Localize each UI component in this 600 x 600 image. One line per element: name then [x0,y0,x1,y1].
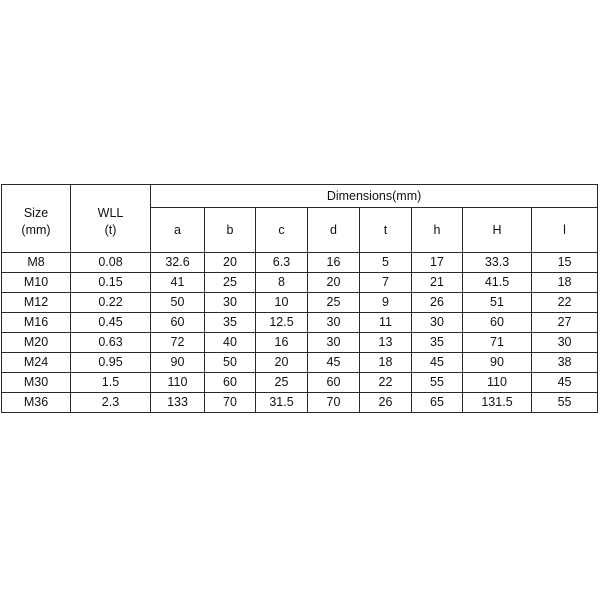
dimension-cell: 72 [151,333,205,353]
dimension-cell: 21 [412,273,463,293]
size-cell: M20 [2,333,71,353]
wll-header [71,185,151,253]
dimension-cell: 38 [532,353,598,373]
dimension-cell: 90 [463,353,532,373]
wll-cell: 0.63 [71,333,151,353]
dimension-cell: 12.5 [256,313,308,333]
wll-header-label: WLL [97,206,124,220]
dimension-cell: 55 [412,373,463,393]
dim-column-header: c [256,208,308,253]
wll-cell: 0.08 [71,253,151,273]
dimension-cell: 25 [256,373,308,393]
size-cell: M24 [2,353,71,373]
wll-cell: 0.95 [71,353,151,373]
table-row [2,273,598,293]
dimension-cell: 45 [308,353,360,373]
dimension-cell: 30 [308,313,360,333]
dimension-cell: 110 [151,373,205,393]
size-cell: M12 [2,293,71,313]
size-cell: M36 [2,393,71,413]
dimension-cell: 51 [463,293,532,313]
dimension-cell: 18 [360,353,412,373]
dim-column-header: t [360,208,412,253]
dimension-cell: 71 [463,333,532,353]
dimension-cell: 9 [360,293,412,313]
dimension-cell: 22 [532,293,598,313]
size-header-unit: (mm) [21,222,51,237]
wll-cell: 2.3 [71,393,151,413]
dimensions-spec-table [1,184,598,413]
dimension-cell: 17 [412,253,463,273]
dimensions-header: Dimensions(mm) [151,185,598,208]
dimension-cell: 10 [256,293,308,313]
dimension-cell: 20 [256,353,308,373]
size-header [2,185,71,253]
dimension-cell: 27 [532,313,598,333]
dimension-cell: 33.3 [463,253,532,273]
size-header-label: Size [23,206,49,220]
dimension-cell: 16 [308,253,360,273]
dimension-cell: 20 [308,273,360,293]
dimension-cell: 30 [308,333,360,353]
table-header [2,185,598,253]
dimension-cell: 131.5 [463,393,532,413]
dimension-cell: 22 [360,373,412,393]
dimension-cell: 20 [205,253,256,273]
dim-column-header: h [412,208,463,253]
size-cell: M10 [2,273,71,293]
table-row [2,393,598,413]
dimension-cell: 55 [532,393,598,413]
dimension-cell: 6.3 [256,253,308,273]
size-cell: M16 [2,313,71,333]
dimension-cell: 7 [360,273,412,293]
dimension-cell: 110 [463,373,532,393]
size-cell: M8 [2,253,71,273]
dimension-cell: 60 [308,373,360,393]
dimension-cell: 65 [412,393,463,413]
dimension-cell: 41 [151,273,205,293]
size-cell: M30 [2,373,71,393]
table-row [2,293,598,313]
table-row [2,253,598,273]
dimension-cell: 16 [256,333,308,353]
table-row [2,333,598,353]
dimension-cell: 90 [151,353,205,373]
dimension-cell: 25 [205,273,256,293]
wll-cell: 1.5 [71,373,151,393]
dimension-cell: 45 [412,353,463,373]
dim-column-header: a [151,208,205,253]
dimension-cell: 30 [412,313,463,333]
wll-cell: 0.22 [71,293,151,313]
table-row [2,313,598,333]
wll-cell: 0.45 [71,313,151,333]
dimension-cell: 35 [412,333,463,353]
dimension-cell: 41.5 [463,273,532,293]
dimension-cell: 70 [308,393,360,413]
table-row [2,373,598,393]
dimension-cell: 30 [205,293,256,313]
dimension-cell: 50 [205,353,256,373]
dimension-cell: 45 [532,373,598,393]
dim-column-header: l [532,208,598,253]
dimension-cell: 31.5 [256,393,308,413]
dimension-cell: 26 [360,393,412,413]
dimension-cell: 25 [308,293,360,313]
dimension-cell: 60 [151,313,205,333]
dimension-cell: 133 [151,393,205,413]
dimension-cell: 15 [532,253,598,273]
dimension-cell: 11 [360,313,412,333]
wll-header-unit: (t) [104,222,117,237]
dimension-cell: 35 [205,313,256,333]
table-body [2,253,598,413]
dimension-cell: 60 [205,373,256,393]
dimension-cell: 40 [205,333,256,353]
dimension-cell: 32.6 [151,253,205,273]
dimension-cell: 60 [463,313,532,333]
dimension-cell: 13 [360,333,412,353]
dimension-cell: 50 [151,293,205,313]
dimension-cell: 18 [532,273,598,293]
header-row-top [2,185,598,208]
dimension-cell: 26 [412,293,463,313]
dimension-cell: 70 [205,393,256,413]
dimension-cell: 5 [360,253,412,273]
dim-column-header: d [308,208,360,253]
table-row [2,353,598,373]
dimension-cell: 30 [532,333,598,353]
wll-cell: 0.15 [71,273,151,293]
dimension-cell: 8 [256,273,308,293]
dim-column-header: b [205,208,256,253]
dim-column-header: H [463,208,532,253]
